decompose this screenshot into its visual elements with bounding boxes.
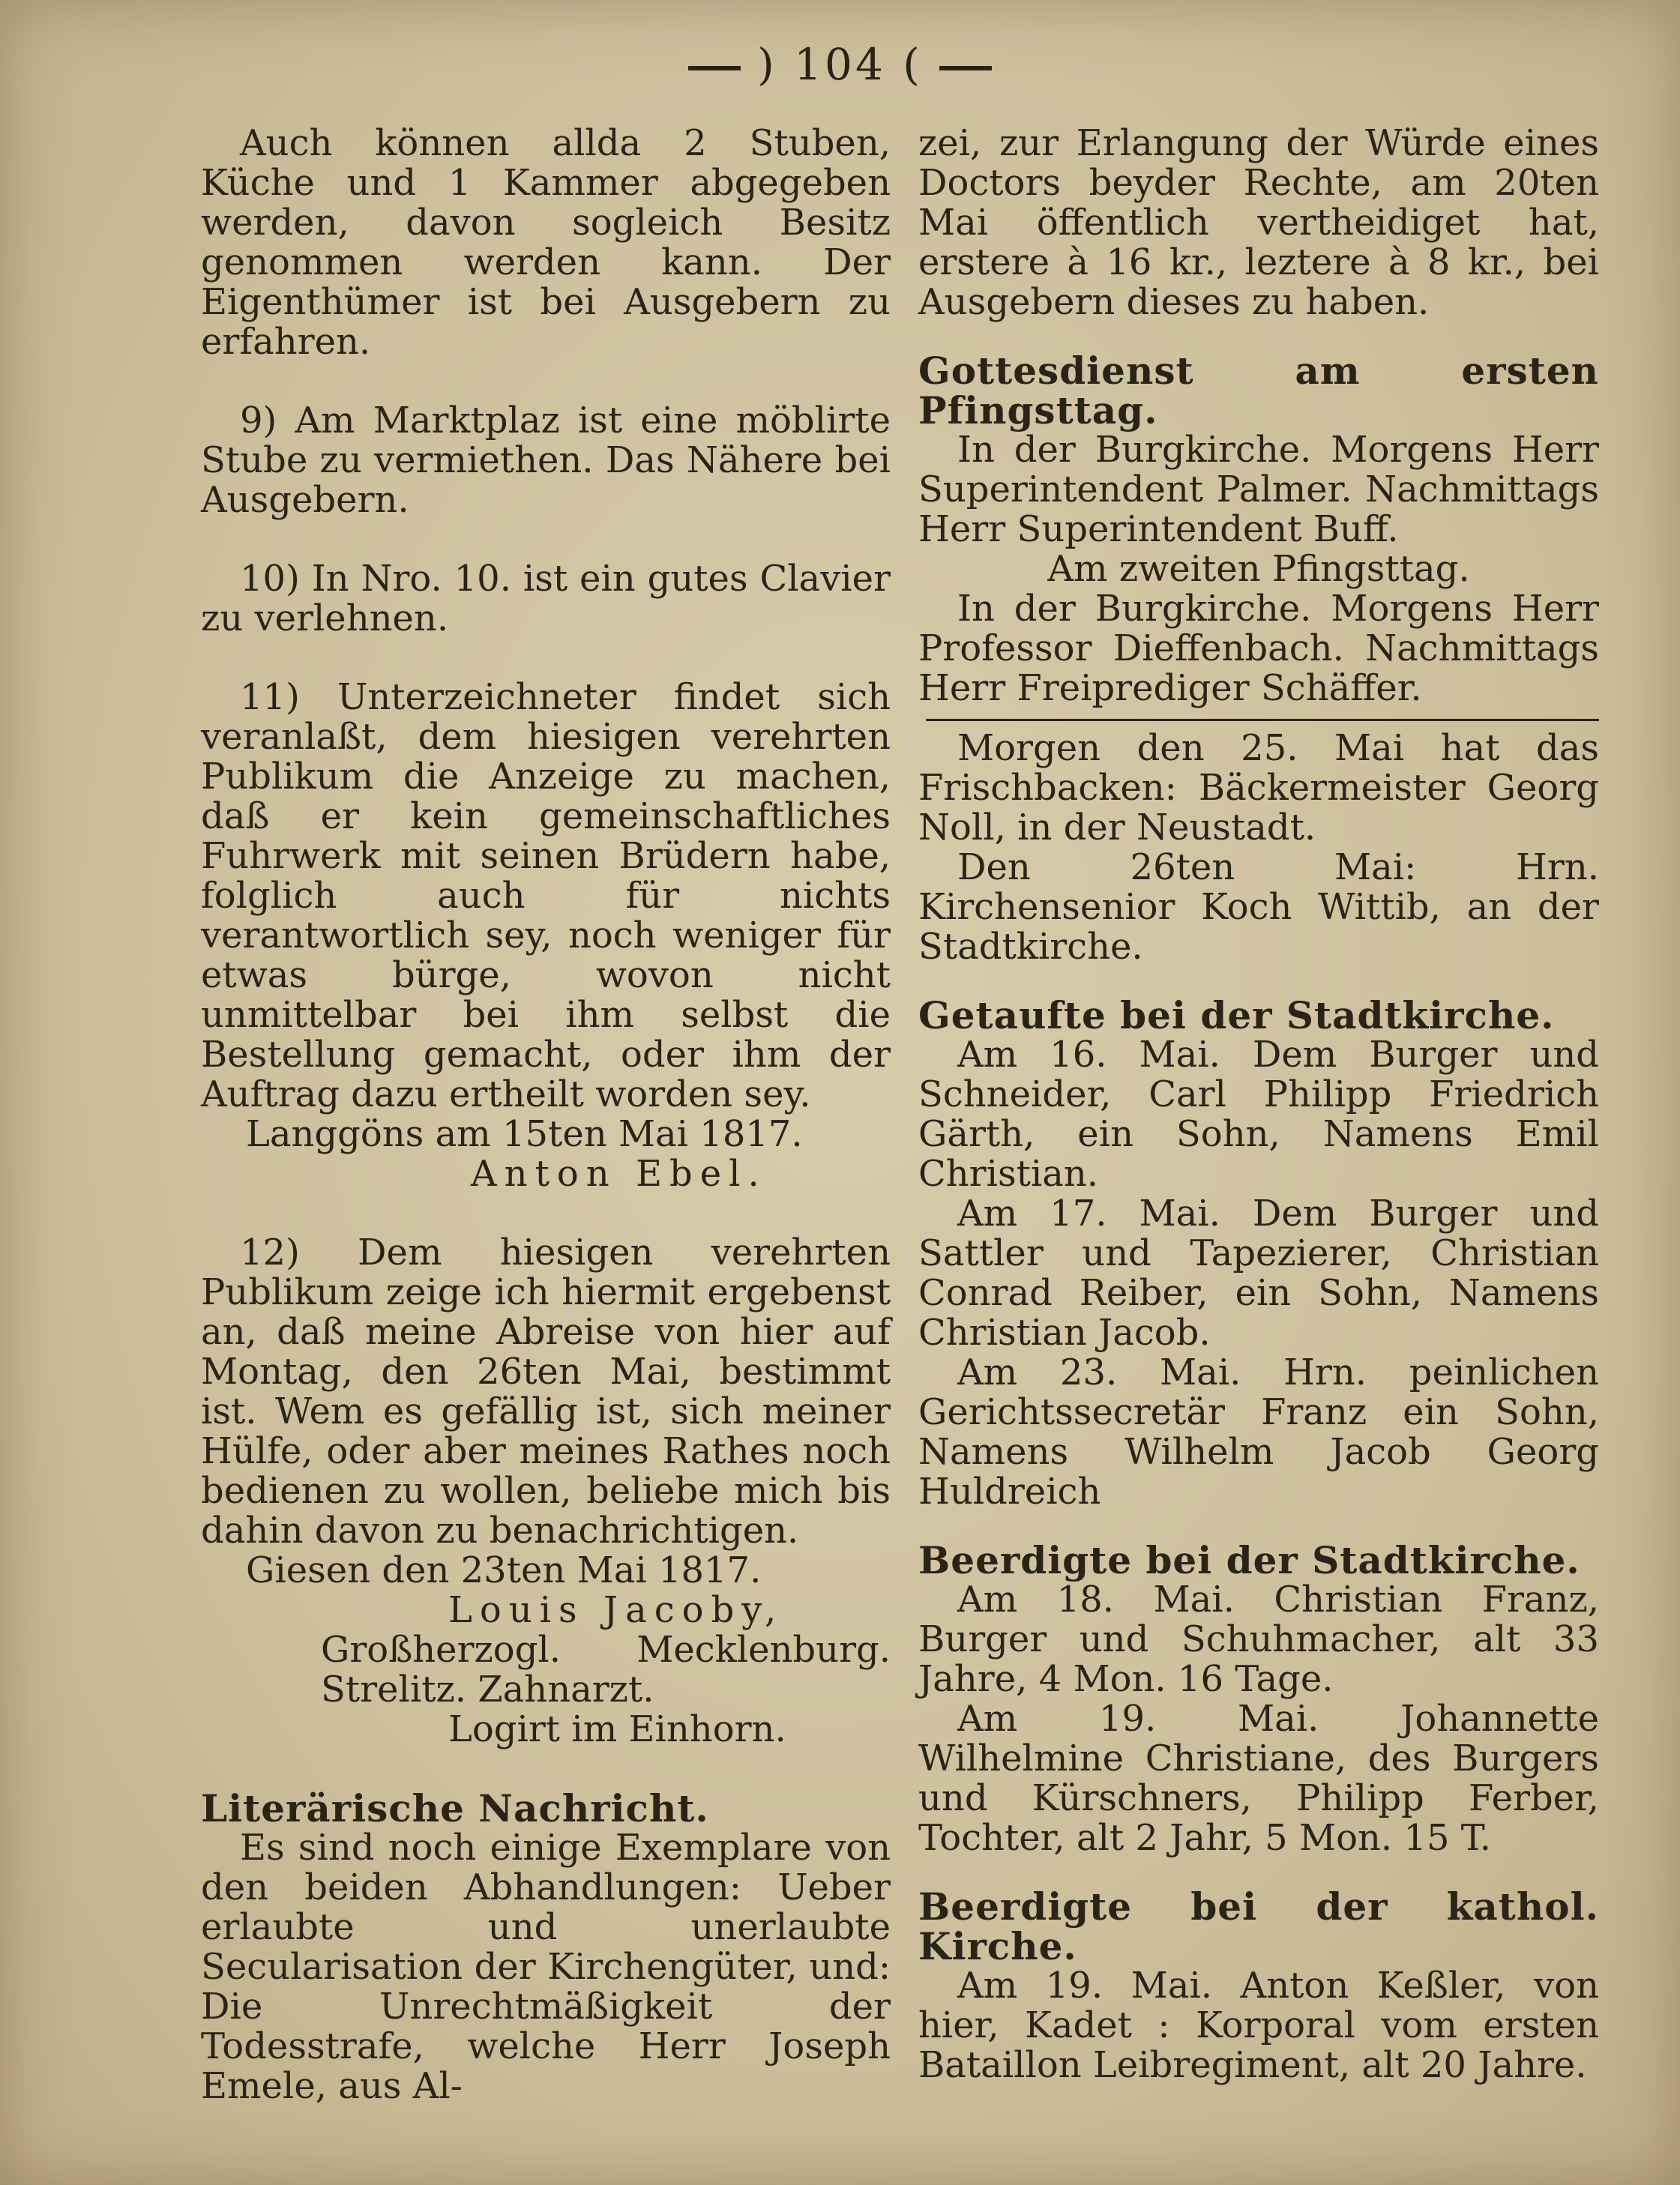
- header-rule-right: [939, 66, 992, 70]
- notice-11-signature: Anton Ebel.: [471, 1153, 767, 1195]
- notice-12-title: Großherzogl. Mecklenburg. Strelitz. Zahnarzt.: [321, 1629, 891, 1711]
- notice-12-place: Giesen den 23ten Mai 1817.: [246, 1549, 762, 1591]
- section-divider: [926, 719, 1599, 721]
- page-number: ) 104 (: [757, 39, 923, 90]
- page-header: [0, 39, 1680, 90]
- notice-rooms: Auch können allda 2 Stuben, Küche und 1 Kammer abgegeben werden, davon sogleich Besitz genommen werden kann. Der Eigenthümer ist bei Ausgebern zu erfahren.: [201, 122, 891, 363]
- right-column: [918, 124, 1599, 2085]
- baptized-heading: Getaufte bei der Stadtkirche.: [918, 993, 1555, 1037]
- header-rule-left: [688, 66, 741, 70]
- left-column: [201, 124, 891, 2106]
- service-heading-second: Am zweiten Pfingsttag.: [1047, 548, 1470, 590]
- buried-city-2: Am 19. Mai. Johannette Wilhelmine Christiane, des Burgers und Kürschners, Philipp Ferber, Tochter, alt 2 Jahr, 5 Mon. 15 T.: [918, 1698, 1599, 1859]
- literary-text: Es sind noch einige Exemplare von den beiden Abhandlungen: Ueber erlaubte und unerlaubte Secularisation der Kirchengüter, und: Die Unrechtmäßigkeit der Todesstrafe, welche Herr Joseph Emele, aus Al-: [201, 1827, 891, 2107]
- buried-catholic-heading: Beerdigte bei der kathol. Kirche.: [918, 1884, 1599, 1968]
- baking-notice-1: Morgen den 25. Mai hat das Frischbacken: Bäckermeister Georg Noll, in der Neustadt.: [918, 727, 1599, 849]
- notice-11-place: Langgöns am 15ten Mai 1817.: [246, 1113, 803, 1155]
- literary-continuation: zei, zur Erlangung der Würde eines Doctors beyder Rechte, am 20ten Mai öffentlich vertheidiget hat, erstere à 16 kr., leztere à 8 kr., bei Ausgebern dieses zu haben.: [918, 122, 1599, 323]
- buried-city-1: Am 18. Mai. Christian Franz, Burger und Schuhmacher, alt 33 Jahre, 4 Mon. 16 Tage.: [918, 1579, 1599, 1700]
- notice-11: 11) Unterzeichneter findet sich veranlaßt, dem hiesigen verehrten Publikum die Anzeige zu machen, daß er kein gemeinschaftliches Fuhrwerk mit seinen Brüdern habe, folglich auch für nichts verantwortlich sey, noch weniger für etwas bürge, wovon nicht unmittelbar bei ihm selbst die Bestellung gemacht, oder ihm der Auftrag dazu ertheilt worden sey.: [201, 676, 891, 1115]
- service-first: In der Burgkirche. Morgens Herr Superintendent Palmer. Nachmittags Herr Superintendent Buff.: [918, 429, 1599, 550]
- baptized-1: Am 16. Mai. Dem Burger und Schneider, Carl Philipp Friedrich Gärth, ein Sohn, Namens Emil Christian.: [918, 1034, 1599, 1195]
- service-second: In der Burgkirche. Morgens Herr Professor Dieffenbach. Nachmittags Herr Freiprediger Schäffer.: [918, 588, 1599, 709]
- notice-12: 12) Dem hiesigen verehrten Publikum zeige ich hiermit ergebenst an, daß meine Abreise von hier auf Montag, den 26ten Mai, bestimmt ist. Wem es gefällig ist, sich meiner Hülfe, oder aber meines Rathes noch bedienen zu wollen, beliebe mich bis dahin davon zu benachrichtigen.: [201, 1232, 891, 1552]
- buried-city-heading: Beerdigte bei der Stadtkirche.: [918, 1538, 1580, 1582]
- notice-10: 10) In Nro. 10. ist ein gutes Clavier zu verlehnen.: [201, 558, 891, 639]
- notice-9: 9) Am Marktplaz ist eine möblirte Stube zu vermiethen. Das Nähere bei Ausgebern.: [201, 400, 891, 521]
- notice-12-signature: Louis Jacoby,: [448, 1589, 784, 1631]
- notice-12-lodging: Logirt im Einhorn.: [448, 1708, 786, 1750]
- buried-catholic-1: Am 19. Mai. Anton Keßler, von hier, Kadet : Korporal vom ersten Bataillon Leibregiment, alt 20 Jahre.: [918, 1965, 1599, 2086]
- baptized-2: Am 17. Mai. Dem Burger und Sattler und Tapezierer, Christian Conrad Reiber, ein Sohn, Namens Christian Jacob.: [918, 1193, 1599, 1354]
- service-heading-first: Gottesdienst am ersten Pfingsttag.: [918, 349, 1599, 433]
- baptized-3: Am 23. Mai. Hrn. peinlichen Gerichtssecretär Franz ein Sohn, Namens Wilhelm Jacob Georg Huldreich: [918, 1351, 1599, 1513]
- baking-notice-2: Den 26ten Mai: Hrn. Kirchensenior Koch Wittib, an der Stadtkirche.: [918, 846, 1599, 968]
- literary-heading: Literärische Nachricht.: [201, 1786, 709, 1830]
